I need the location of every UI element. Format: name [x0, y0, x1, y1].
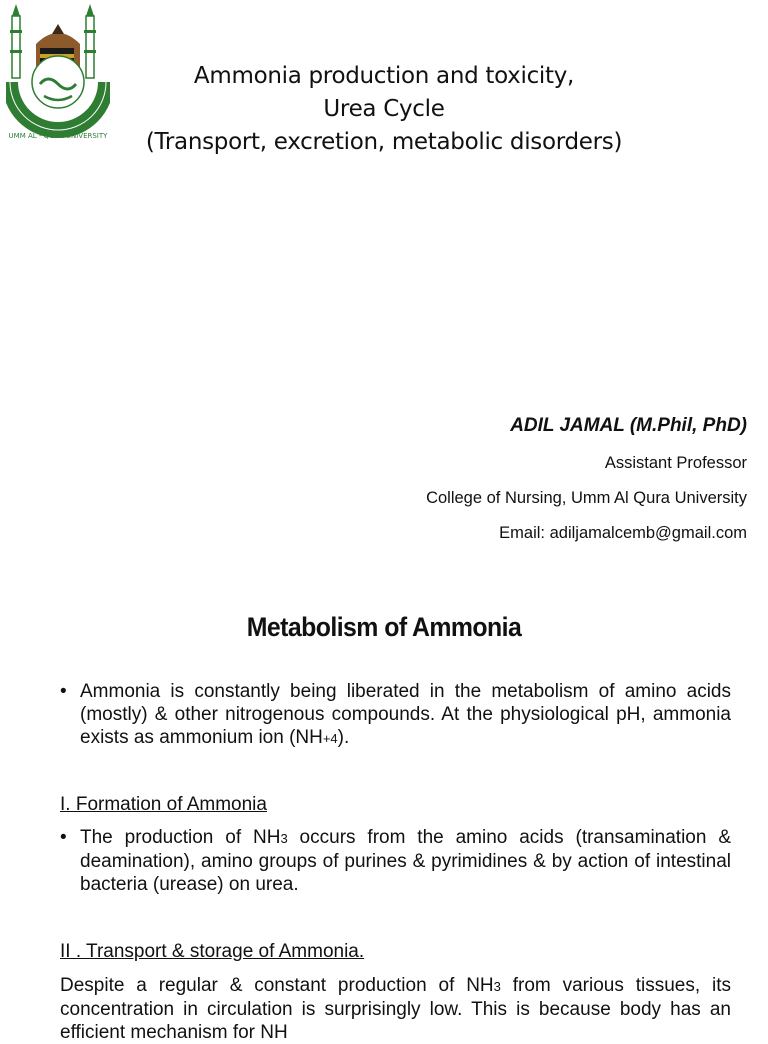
bullet-symbol: • [60, 681, 67, 702]
author-position: Assistant Professor [604, 454, 747, 472]
bullet-text: Ammonia is constantly being liberated in the metabolism of amino acids (mostly) & other nitrogenous compounds. At the physiological pH, ammonia exists as ammonium ion (NH+4). [80, 681, 731, 748]
bullet-nh3-production [60, 826, 731, 896]
title-line-2: Urea Cycle [323, 96, 445, 122]
title-line-3: (Transport, excretion, metabolic disorders) [145, 129, 623, 155]
content-slide [0, 580, 768, 1043]
logo-lettering: UMM AL - QURA UNIVERSITY [8, 132, 108, 140]
bullet-ammonia-liberation [60, 680, 731, 750]
author-affiliation: College of Nursing, Umm Al Qura University [426, 489, 747, 507]
author-name: ADIL JAMAL (M.Phil, PhD) [510, 415, 747, 436]
slide-title [0, 60, 768, 159]
slide-heading: Metabolism of Ammonia [246, 612, 522, 642]
paragraph-transport: Despite a regular & constant production of NH3 from various tissues, its concentration in circulation is surprisingly low. This is because body has an efficient mechanism for NH [60, 975, 731, 1043]
bullet-text: The production of NH3 occurs from the amino acids (transamination & deamination), amino groups of purines & pyrimidines & by action of intestinal bacteria (urease) on urea. [80, 827, 732, 895]
author-email: Email: adiljamalcemb@gmail.com [499, 524, 747, 542]
section-heading-transport: II . Transport & storage of Ammonia. [60, 941, 365, 962]
title-line-1: Ammonia production and toxicity, [193, 63, 575, 89]
section-heading-formation: I. Formation of Ammonia [60, 794, 267, 815]
author-block [426, 412, 747, 545]
bullet-symbol: • [60, 827, 67, 848]
